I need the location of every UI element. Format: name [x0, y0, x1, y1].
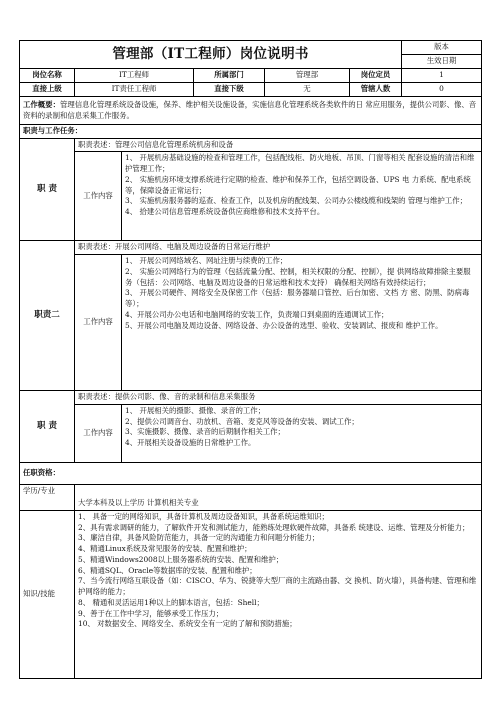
duty-2-content — [122, 255, 482, 391]
duty-2-item: 2、 实施公司网络行为的管理（包括流量分配、控制，相关权限的分配、控制），提 供网络故障排除主要服务（包括：公司网络、电脑及周边设备的日常运维和技术支持） 确保相关网络有效持续运行； — [125, 266, 471, 287]
duty-2-item: 5、开展公司电脑及周边设备、网络设备、办公设备的选型、验收、安装调试、报废和 维护工作。 — [125, 320, 443, 330]
job-description-sheet — [19, 40, 481, 679]
duty-3-description: 职责表述：提供公司影、像、音的录制和信息采集服务 — [75, 391, 482, 405]
duty-3-item: 3、实施摄影、摄像、录音的后期制作相关工作； — [125, 427, 285, 437]
knowledge-item: 1、 具备一定的网络知识，具备计算机及周边设备知识，具备系统运维知识； — [78, 511, 329, 521]
knowledge-item: 7、当今流行网络互联设备（如：CISCO、华为、锐捷等大型厂商的主流路由器、交 换机、防火墙），具备构建、管理和维护网络的能力； — [78, 576, 477, 597]
managed-count-label: 管辖人数 — [350, 83, 402, 97]
duty-1-item: 4、 拾建公司信息管理系统设备供应商维修和技术支持平台。 — [125, 207, 325, 217]
education-label: 学历/专业 — [20, 484, 75, 510]
duties-section-title: 职责与工作任务： — [20, 125, 482, 139]
subordinate-label: 直接下级 — [194, 83, 265, 97]
job-description-table — [19, 40, 482, 679]
subordinate-value: 无 — [265, 83, 350, 97]
work-overview-text: 管理信息化管理系统设备设施，保养、维护相关设施设备，实施信息化管理系统各类软件的日 常应用服务，提供公司影、像、音资料的录制和信息采集工作服务。 — [23, 99, 477, 120]
duty-2-side-label: 职责二 — [20, 241, 75, 391]
education-value: 大学本科及以上学历 计算机相关专业 — [75, 484, 482, 510]
managed-count-value: 0 — [402, 83, 482, 97]
duty-3-item: 2、提供公司调音台、功放机、音箱、麦克风等设备的安装、调试工作； — [125, 416, 359, 426]
duty-3-content-label: 工作内容 — [75, 404, 122, 462]
knowledge-content — [75, 510, 482, 678]
knowledge-item: 10、 对数据安全、网络安全、系统安全有一定的了解和预防措施； — [78, 619, 297, 629]
duty-3-item: 1、 开展相关的摄影、摄像、录音的工作； — [125, 405, 266, 415]
qualification-section-title: 任职资格： — [20, 462, 482, 484]
department-value: 管理部 — [265, 69, 350, 83]
duty-1-item: 3、 实施机房服务器的巡查、检查工作，以及机房的配线架、公司办公楼线缆和线架的 管理与维护工作； — [125, 196, 467, 206]
duty-2-description: 职责表述：开展公司网络、电脑及周边设备的日常运行维护 — [75, 241, 482, 255]
knowledge-label: 知识/技能 — [20, 510, 75, 678]
duty-1-content — [122, 152, 482, 241]
knowledge-item: 5、精通Windows2008以上服务器系统的安装、配置和维护； — [78, 554, 284, 564]
version-label: 版本 — [402, 41, 482, 55]
department-label: 所属部门 — [194, 69, 265, 83]
superior-label: 直接上级 — [20, 83, 75, 97]
knowledge-item: 6、精通SQL、Oracle等数据库的安装、配置和维护； — [78, 565, 257, 575]
duty-3-side-label: 职 责 — [20, 391, 75, 463]
headcount-label: 岗位定员 — [350, 69, 402, 83]
knowledge-item: 4、精通Linux系统及常见服务的安装、配置和维护； — [78, 544, 252, 554]
position-name-value: IT工程师 — [75, 69, 194, 83]
document-title: 管理部（IT工程师）岗位说明书 — [20, 41, 402, 69]
knowledge-item: 2、具有需求调研的能力，了解软件开发和测试能力，能熟练处理软硬件故障，具备系 统建设、运维、管理及分析能力； — [78, 522, 470, 532]
headcount-value: 1 — [402, 69, 482, 83]
position-name-label: 岗位名称 — [20, 69, 75, 83]
duty-3-content — [122, 404, 482, 462]
duty-1-item: 1、 开展机房基础设施的检查和管理工作，包括配线柜、防火地板、吊顶、门窗等相关 配套设施的清洁和维护管理工作； — [125, 153, 475, 174]
work-overview-label: 工作概要： — [23, 99, 60, 109]
duty-2-item: 1、 开展公司网络域名、网址注册与续费的工作； — [125, 256, 288, 266]
duty-2-item: 4、开展公司办公电话和电脑网络的安装工作，负责端口到桌面的连通调试工作； — [125, 309, 389, 319]
duty-2-content-label: 工作内容 — [75, 255, 122, 391]
knowledge-item: 8、 精通和灵活运用1种以上的脚本语言，包括：Shell； — [78, 597, 264, 607]
superior-value: IT责任工程师 — [75, 83, 194, 97]
duty-1-content-label: 工作内容 — [75, 152, 122, 241]
duty-2-item: 3、 开展公司硬件、网络安全及保密工作（包括：服务器端口管控、后台加密、文档 方 密、防黑、防病毒等）； — [125, 288, 470, 309]
effective-date-label: 生效日期 — [402, 55, 482, 69]
duty-3-item: 4、开展相关设备设施的日常维护工作。 — [125, 438, 256, 448]
knowledge-item: 9、善于在工作中学习，能够承受工作压力； — [78, 608, 224, 618]
duty-1-description: 职责表述：管理公司信息化管理系统机房和设备 — [75, 138, 482, 152]
duty-1-item: 2、 实施机房环境支撑系统进行定期的检查、维护和保养工作，包括空调设备、UPS 电 力系统、配电系统等，保障设备正常运行； — [125, 174, 471, 195]
work-overview — [20, 97, 482, 125]
duty-1-side-label: 职 责 — [20, 138, 75, 241]
knowledge-item: 3、廉洁自律，具备风险防范能力，具备一定的沟通能力和问题分析能力； — [78, 533, 320, 543]
